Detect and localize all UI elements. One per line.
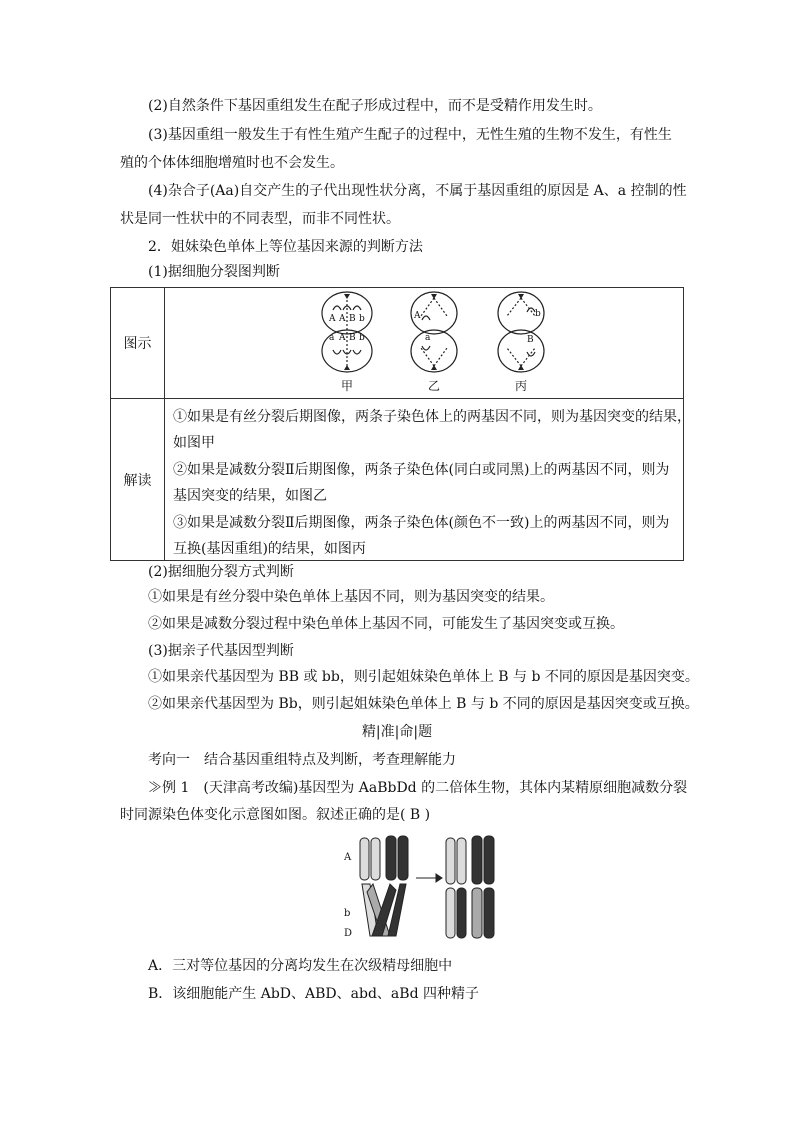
option-b: B．该细胞能产生 AbD、ABD、abd、aBd 四种精子 <box>148 986 479 1002</box>
gene-letter: B <box>349 314 356 324</box>
text-line: ②如果是减数分裂过程中染色单体上基因不同，可能发生了基因突变或互换。 <box>148 616 624 632</box>
chromosome-diagram <box>340 832 500 944</box>
interpretation-line: 互换(基因重组)的结果，如图丙 <box>173 541 366 557</box>
text-line: 状是同一性状中的不同表型，而非不同性状。 <box>120 211 400 227</box>
gene-letter: A <box>344 852 352 863</box>
text-line: ②如果亲代基因型为 Bb，则引起姐妹染色单体上 B 与 b 不同的原因是基因突变或互换。 <box>148 696 699 712</box>
text-line: (3)基因重组一般发生于有性生殖产生配子的过程中，无性生殖的生物不发生，有性生 <box>148 127 672 143</box>
text-line: ≫例 1 (天津高考改编)基因型为 AaBbDd 的二倍体生物，其体内某精原细胞减数分裂 <box>148 780 688 796</box>
gene-letter: A <box>329 314 336 324</box>
gene-letter: A <box>414 311 421 321</box>
judgment-table <box>110 287 691 561</box>
gene-letter: b <box>359 333 365 343</box>
text-line: (2)自然条件下基因重组发生在配子形成过程中，而不是受精作用发生时。 <box>148 98 602 114</box>
figure-label: 甲 <box>341 379 354 393</box>
interpretation-line: ①如果是有丝分裂后期图像，两条子染色体上的两基因不同，则为基因突变的结果， <box>173 409 691 425</box>
text-line: (2)据细胞分裂方式判断 <box>148 564 294 580</box>
gene-letter: b <box>535 309 541 319</box>
table-row <box>111 288 683 399</box>
figure-label: 丙 <box>515 379 528 393</box>
text-line: 殖的个体体细胞增殖时也不会发生。 <box>120 155 344 171</box>
gene-letter: a <box>425 333 431 343</box>
interpretation-line: ③如果是减数分裂Ⅱ后期图像，两条子染色体(颜色不一致)上的两基因不同，则为 <box>173 515 670 531</box>
text-line: (1)据细胞分裂图判断 <box>148 264 280 280</box>
gene-letter: B <box>527 335 534 345</box>
row-header: 图示 <box>111 288 165 398</box>
cell-division-diagram <box>321 290 641 396</box>
gene-letter: D <box>344 928 353 939</box>
text-line: ①如果亲代基因型为 BB 或 bb，则引起姐妹染色单体上 B 与 b 不同的原因是基因突变。 <box>148 669 699 685</box>
gene-letter: A <box>339 314 346 324</box>
row-header: 解读 <box>111 399 165 560</box>
text-line: ①如果是有丝分裂中染色单体上基因不同，则为基因突变的结果。 <box>148 589 554 605</box>
interpretation-line: 如图甲 <box>173 435 215 451</box>
gene-letter: a <box>329 333 335 343</box>
text-line: 时同源染色体变化示意图如图。叙述正确的是( B ) <box>120 807 431 823</box>
figure-label: 乙 <box>428 379 441 393</box>
gene-letter: A <box>339 333 346 343</box>
table-row <box>111 399 691 560</box>
gene-letter: b <box>359 314 365 324</box>
gene-letter: b <box>344 908 351 919</box>
text-line: 考向一 结合基因重组特点及判断，考查理解能力 <box>148 752 456 768</box>
section-title: 精|准|命|题 <box>361 724 433 740</box>
text-line: (3)据亲子代基因型判断 <box>148 643 294 659</box>
text-line: 2．姐妹染色单体上等位基因来源的判断方法 <box>148 239 423 255</box>
interpretation-line: 基因突变的结果，如图乙 <box>173 488 327 504</box>
interpretation-line: ②如果是减数分裂Ⅱ后期图像，两条子染色体(同白或同黑)上的两基因不同，则为 <box>173 462 670 478</box>
gene-letter: B <box>349 333 356 343</box>
option-a: A．三对等位基因的分离均发生在次级精母细胞中 <box>148 958 453 974</box>
text-line: (4)杂合子(Aa)自交产生的子代出现性状分离，不属于基因重组的原因是 A、a 控制的性 <box>148 183 687 199</box>
